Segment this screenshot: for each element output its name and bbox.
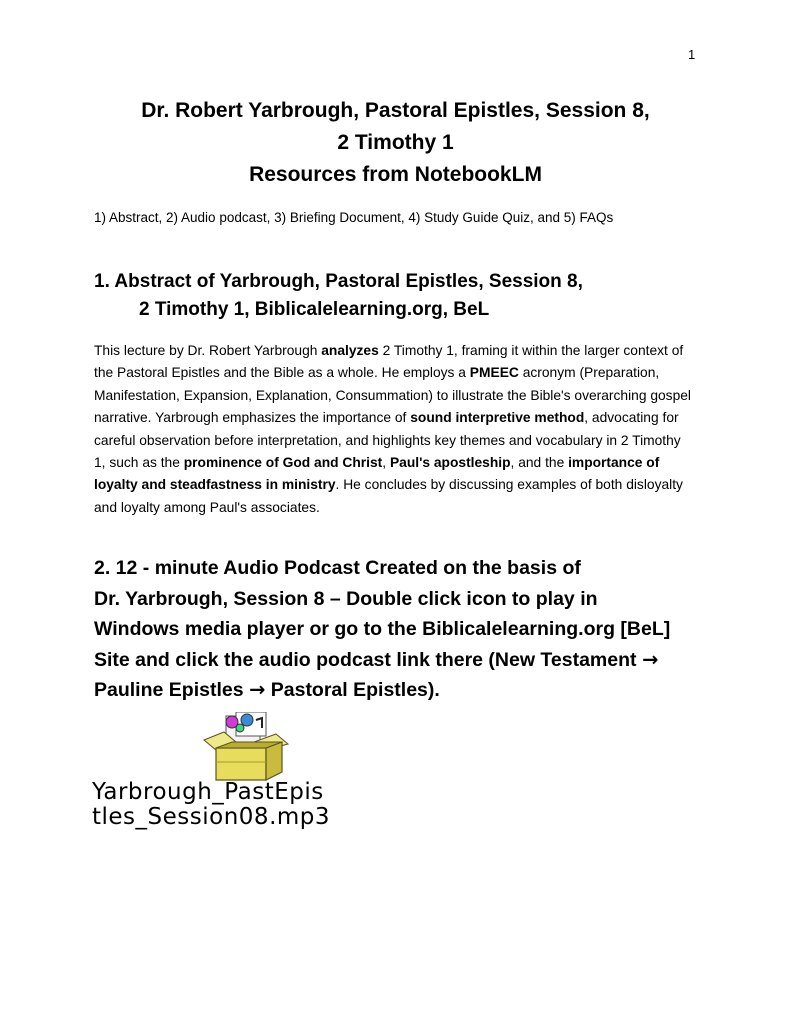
abstract-text: This lecture by Dr. Robert Yarbrough [94, 343, 322, 358]
section-2-line-2: Dr. Yarbrough, Session 8 – Double click icon to play in [94, 587, 598, 610]
title-line-1: Dr. Robert Yarbrough, Pastoral Epistles, Session 8, [141, 99, 650, 122]
audio-file-package-icon[interactable] [196, 712, 292, 782]
resources-subtitle: 1) Abstract, 2) Audio podcast, 3) Briefing Document, 4) Study Guide Quiz, and 5) FAQs [94, 210, 614, 225]
section-2-line-4-text: Site and click the audio podcast link there (New Testament [94, 648, 642, 671]
abstract-bold: importance of loyalty and steadfastness in ministry [94, 455, 660, 493]
section-1-heading-line-1: 1. Abstract of Yarbrough, Pastoral Epistles, Session 8, [94, 271, 583, 292]
abstract-paragraph [94, 340, 694, 519]
abstract-bold: analyzes [321, 343, 379, 358]
section-2-line-3: Windows media player or go to the Biblicalelearning.org [BeL] [94, 618, 671, 640]
right-arrow-icon: → [641, 647, 659, 671]
abstract-bold: PMEEC [469, 365, 519, 381]
document-title [0, 95, 791, 191]
section-2-heading [94, 553, 734, 706]
abstract-bold: sound interpretive method [410, 410, 585, 426]
title-line-2: 2 Timothy 1 [337, 131, 454, 154]
section-2-line-5 [94, 675, 734, 706]
abstract-bold: Paul's apostleship [389, 455, 511, 471]
section-1-heading-line-2: 2 Timothy 1, Biblicalelearning.org, BeL [139, 299, 490, 320]
section-2-line-5-text: Pauline Epistles [94, 679, 249, 701]
file-name-line-1: Yarbrough_PastEpis [92, 779, 324, 805]
section-2-line-1: 2. 12 - minute Audio Podcast Created on the basis of [94, 557, 581, 579]
abstract-text: acronym (Preparation, Manifestation, Expansion, Explanation, Consummation) to illustrate the Bible's overarching gospel narrative. Yarbrough emphasizes the importance of [94, 365, 691, 426]
title-line-3: Resources from NotebookLM [249, 163, 542, 186]
section-2-line-4 [94, 645, 734, 676]
file-name-line-2: tles_Session08.mp3 [92, 804, 331, 830]
abstract-bold: prominence of God and Christ [183, 455, 383, 471]
abstract-text: , [382, 455, 390, 471]
abstract-text: . He concludes by discussing examples of both disloyalty and loyalty among Paul's associates. [94, 477, 683, 515]
abstract-text: , and the [510, 455, 569, 471]
audio-file-name[interactable] [92, 780, 330, 830]
section-2-line-5-text-end: Pastoral Epistles). [265, 679, 440, 701]
section-1-heading [94, 268, 583, 324]
abstract-text: , advocating for careful observation before interpretation, and highlights key themes and vocabulary in 2 Timothy 1, such as the [94, 410, 681, 471]
right-arrow-icon: → [248, 678, 266, 701]
abstract-text: 2 Timothy 1, framing it within the larger context of the Pastoral Epistles and the Bible as a whole. He employs a [94, 343, 684, 381]
page-number: 1 [688, 47, 696, 62]
